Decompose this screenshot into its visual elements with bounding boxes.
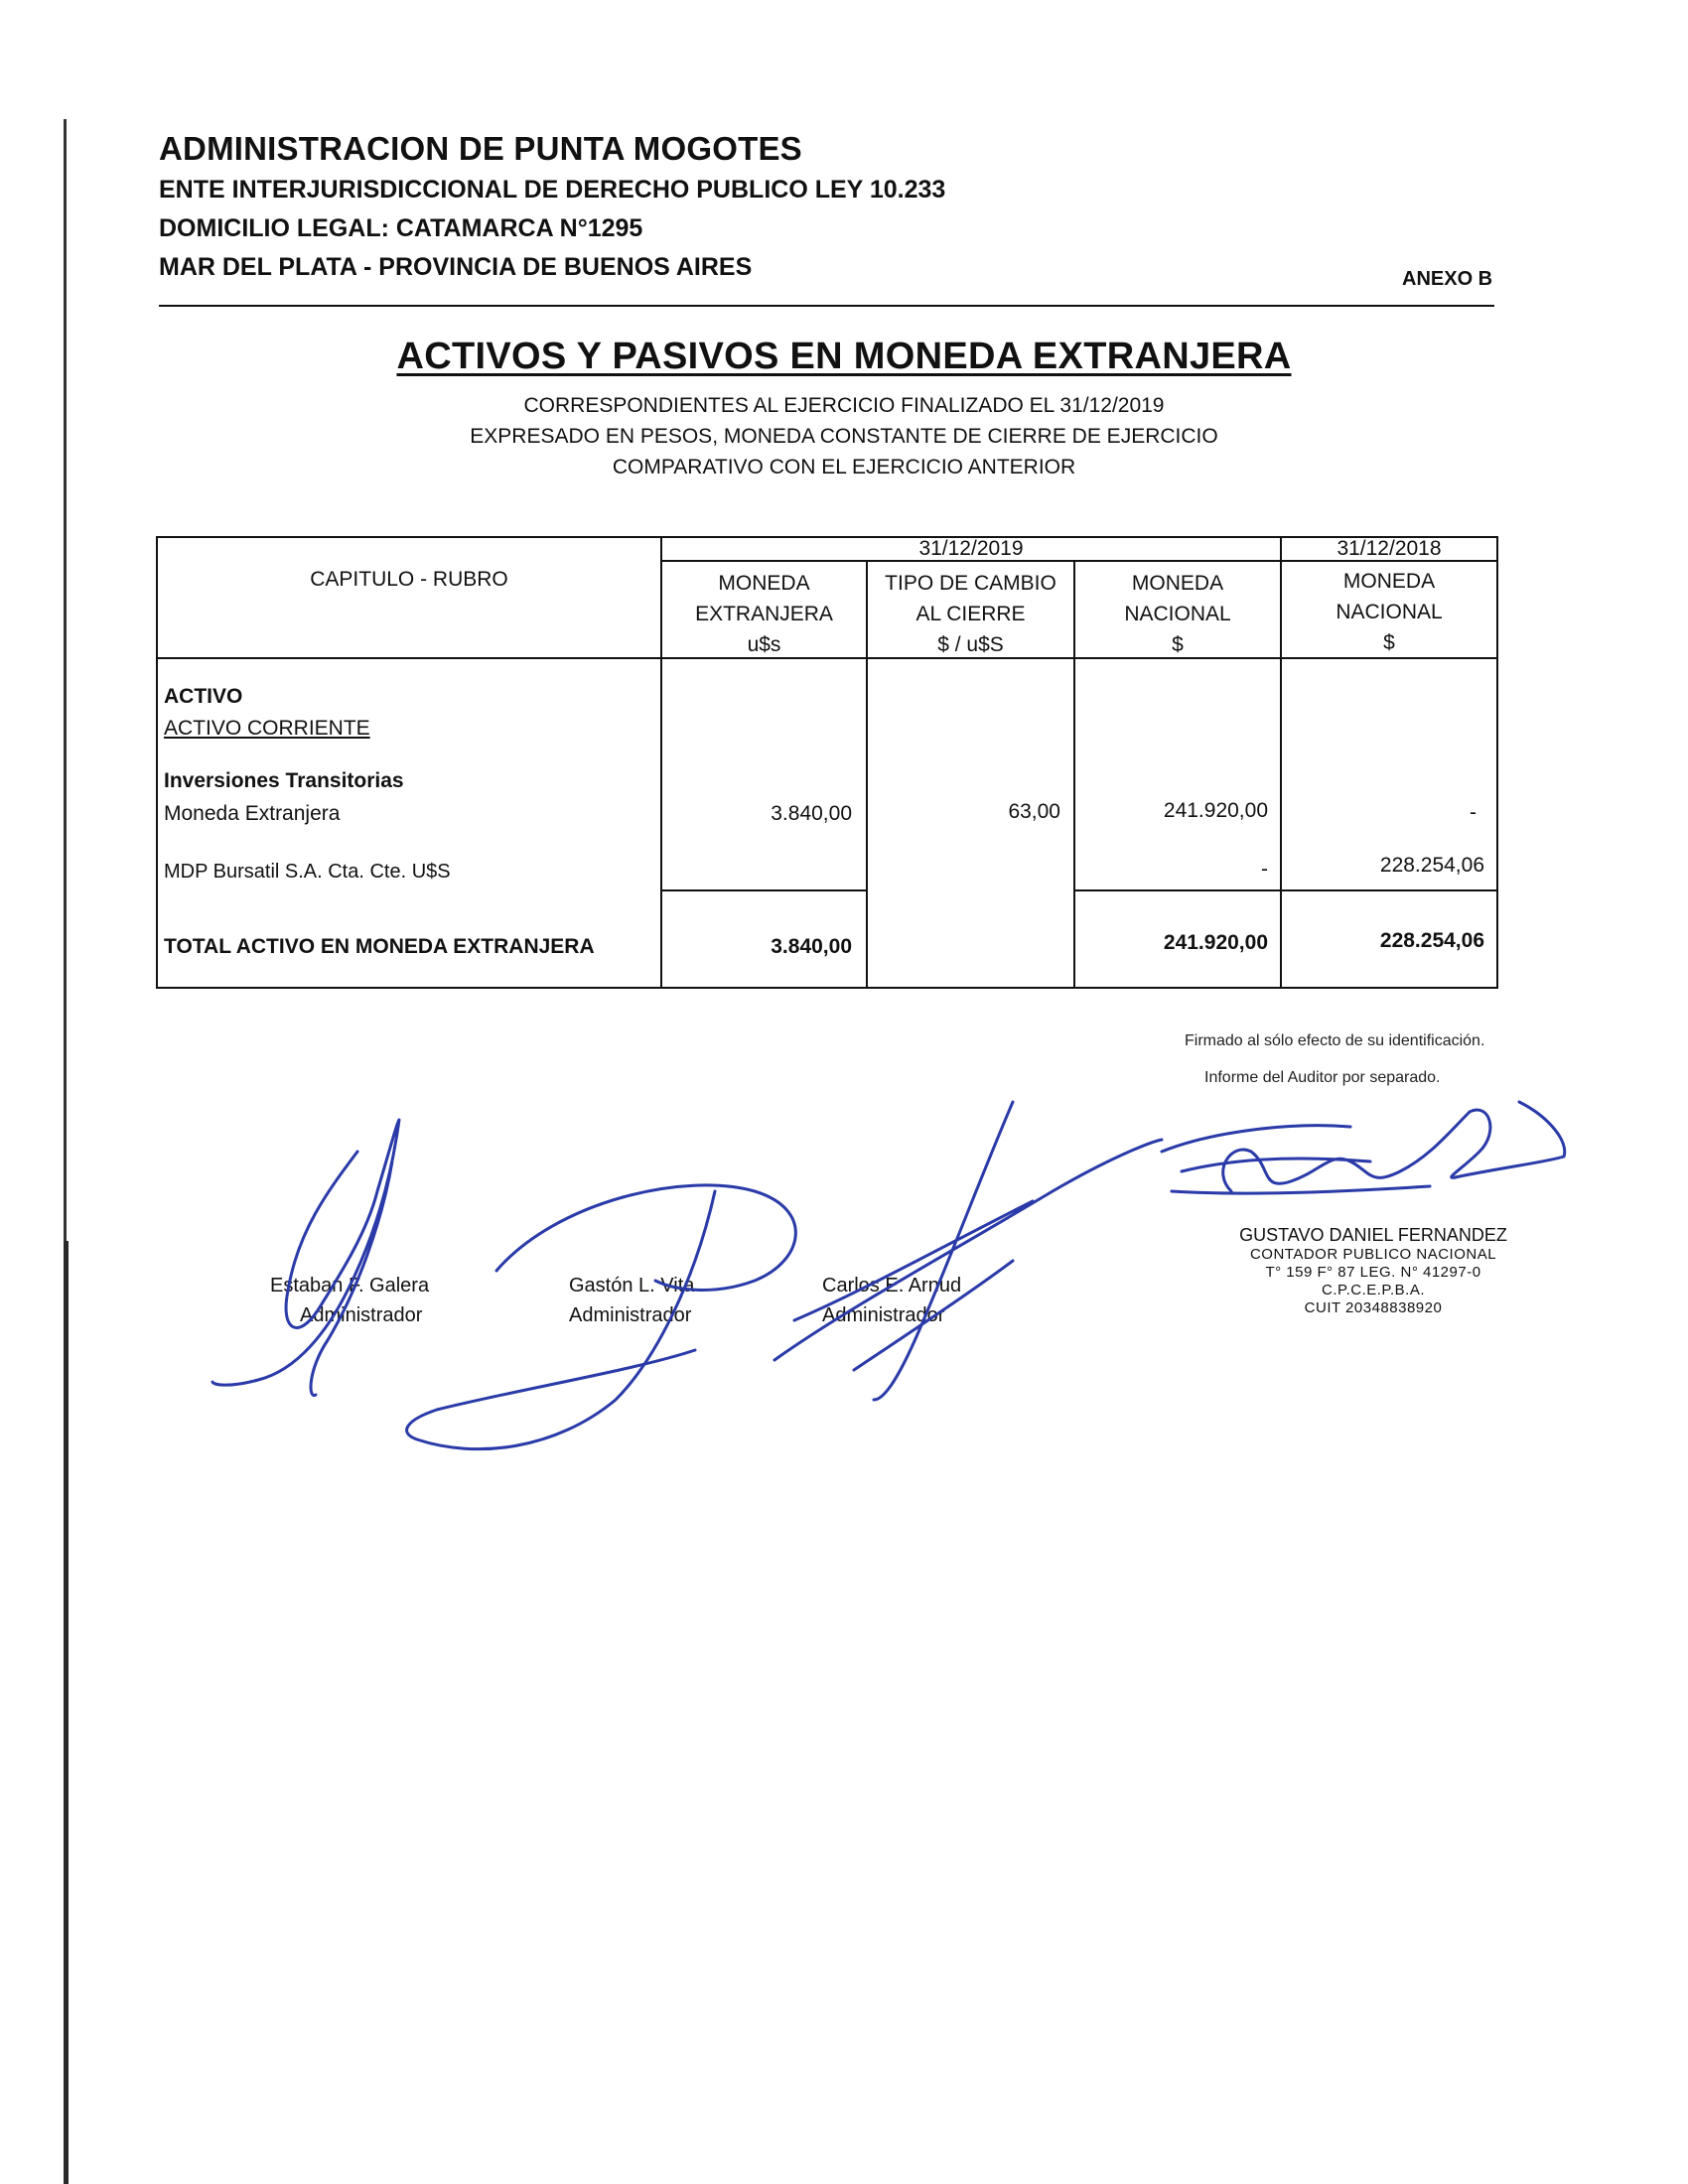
subtitle-currency: EXPRESADO EN PESOS, MONEDA CONSTANTE DE CIERRE DE EJERCICIO	[470, 425, 1218, 448]
header-line: $	[1383, 631, 1395, 654]
auditor-registration: T° 159 F° 87 LEG. N° 41297-0	[1265, 1264, 1481, 1281]
org-legal-status: ENTE INTERJURISDICCIONAL DE DERECHO PUBLICO LEY 10.233	[159, 176, 946, 204]
row-previous-amount: -	[1470, 801, 1477, 824]
subsection-label: ACTIVO CORRIENTE	[164, 717, 370, 740]
header-line: AL CIERRE	[915, 603, 1026, 625]
header-line: NACIONAL	[1124, 603, 1231, 625]
row-label: MDP Bursatil S.A. Cta. Cte. U$S	[164, 861, 451, 883]
signer-name: Carlos E. Arnud	[822, 1275, 962, 1297]
header-line: MONEDA	[1131, 572, 1224, 595]
signature-galera	[212, 1120, 399, 1396]
auditor-name: GUSTAVO DANIEL FERNANDEZ	[1239, 1225, 1507, 1245]
auditor-cuit: CUIT 20348838920	[1304, 1299, 1443, 1316]
total-previous-amount: 228.254,06	[1379, 929, 1484, 952]
row-previous-amount: 228.254,06	[1379, 854, 1484, 877]
subtitle-period: CORRESPONDIENTES AL EJERCICIO FINALIZADO EL 31/12/2019	[523, 394, 1165, 417]
subtitle-comparative: COMPARATIVO CON EL EJERCICIO ANTERIOR	[612, 456, 1076, 478]
signature-vita	[407, 1185, 796, 1449]
signer-role: Administrador	[300, 1304, 423, 1326]
org-city: MAR DEL PLATA - PROVINCIA DE BUENOS AIRES	[159, 253, 753, 281]
row-label: Moneda Extranjera	[164, 802, 341, 825]
org-address: DOMICILIO LEGAL: CATAMARCA N°1295	[159, 214, 643, 242]
period-header-previous: 31/12/2018	[1336, 537, 1442, 560]
org-name: ADMINISTRACION DE PUNTA MOGOTES	[159, 130, 802, 167]
document-title: ACTIVOS Y PASIVOS EN MONEDA EXTRANJERA	[396, 336, 1292, 377]
header-line: MONEDA	[1342, 570, 1436, 593]
header-line: u$s	[747, 633, 781, 656]
total-foreign-amount: 3.840,00	[771, 935, 852, 958]
row-national-amount: 241.920,00	[1163, 799, 1268, 822]
signer-name: Gastón L. Vita	[569, 1275, 695, 1297]
auditor-council: C.P.C.E.P.B.A.	[1322, 1282, 1425, 1298]
total-national-amount: 241.920,00	[1163, 931, 1268, 954]
identification-note: Firmado al sólo efecto de su identificación.	[1185, 1032, 1485, 1049]
column-header-rubro: CAPITULO - RUBRO	[310, 568, 508, 591]
auditor-title: CONTADOR PUBLICO NACIONAL	[1249, 1246, 1497, 1263]
header-line: $ / u$S	[937, 633, 1004, 656]
header-line: TIPO DE CAMBIO	[885, 572, 1056, 595]
header-line: EXTRANJERA	[695, 603, 833, 625]
row-national-amount: -	[1261, 858, 1268, 881]
section-label: ACTIVO	[164, 685, 243, 708]
header-line: MONEDA	[718, 572, 810, 595]
total-label: TOTAL ACTIVO EN MONEDA EXTRANJERA	[164, 935, 595, 958]
signature-fernandez	[1162, 1102, 1565, 1193]
row-exchange-rate: 63,00	[1008, 800, 1060, 823]
signer-name: Estaban F. Galera	[270, 1275, 430, 1297]
group-label: Inversiones Transitorias	[164, 769, 404, 792]
signer-role: Administrador	[822, 1304, 945, 1326]
signer-role: Administrador	[569, 1304, 692, 1326]
row-foreign-amount: 3.840,00	[771, 802, 852, 825]
period-header-current: 31/12/2019	[918, 537, 1024, 560]
auditor-report-note: Informe del Auditor por separado.	[1204, 1069, 1441, 1086]
header-line: $	[1172, 633, 1184, 656]
signature-arnud	[774, 1102, 1162, 1400]
annex-label: ANEXO B	[1402, 268, 1493, 290]
header-line: NACIONAL	[1336, 601, 1443, 623]
